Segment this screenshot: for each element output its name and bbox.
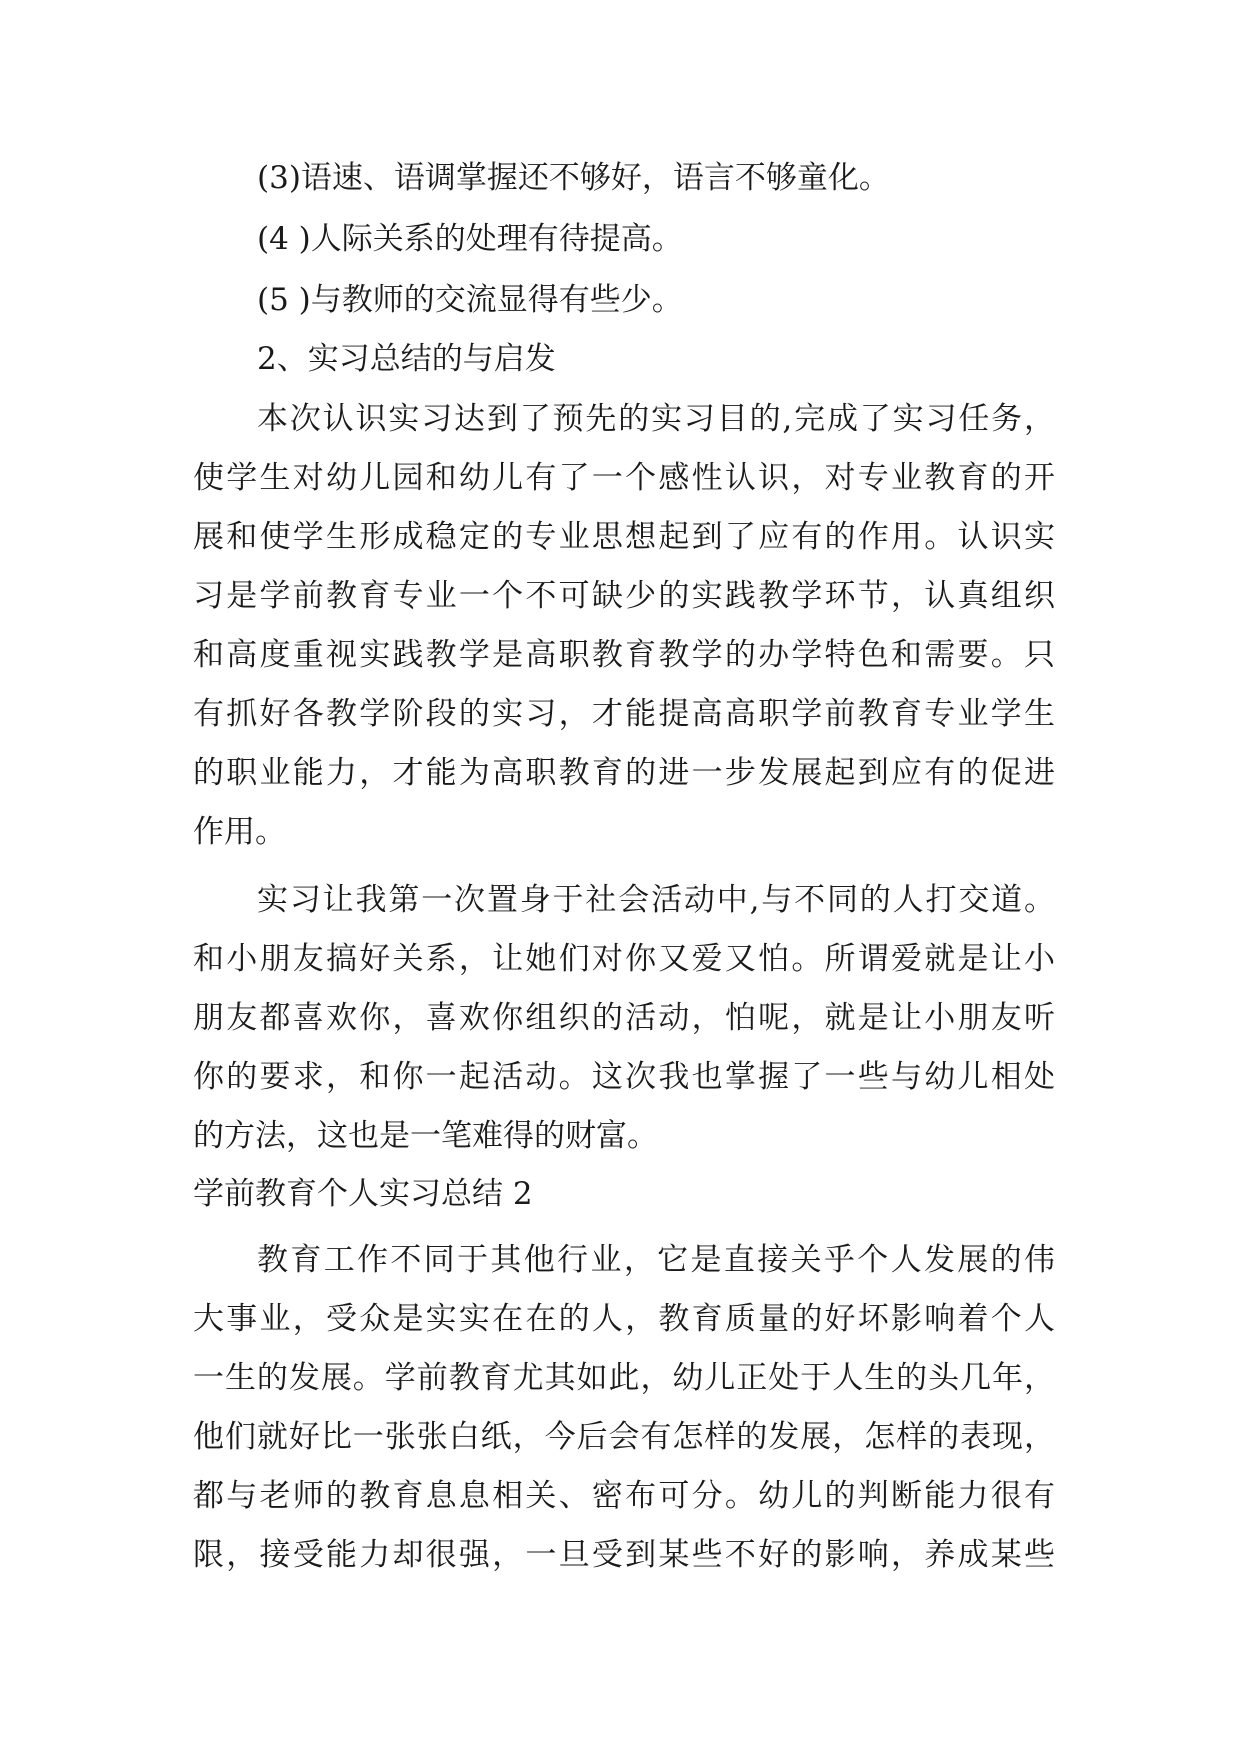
paragraph-line (0, 1049, 1241, 1105)
paragraph-text: 的职业能力，才能为高职教育的进一步发展起到应有的促进 (193, 755, 1055, 791)
paragraph-text: 使学生对幼儿园和幼儿有了一个感性认识，对专业教育的开 (193, 460, 1055, 496)
paragraph-text: 实习让我第一次置身于社会活动中,与不同的人打交道。 (257, 882, 1055, 918)
paragraph-text: 和小朋友搞好关系，让她们对你又爱又怕。所谓爱就是让小 (193, 941, 1055, 977)
paragraph-text: 本次认识实习达到了预先的实习目的,完成了实习任务， (257, 401, 1055, 437)
paragraph-line (0, 1527, 1241, 1583)
paragraph-line (0, 509, 1241, 565)
paragraph-text: 限，接受能力却很强，一旦受到某些不好的影响，养成某些 (193, 1537, 1055, 1573)
paragraph-line (0, 1108, 1241, 1164)
list-item-text: (5 )与教师的交流显得有些少。 (257, 282, 683, 318)
paragraph-text: 大事业，受众是实实在在的人，教育质量的好坏影响着个人 (193, 1301, 1055, 1337)
paragraph-text: 都与老师的教育息息相关、密布可分。幼儿的判断能力很有 (193, 1478, 1055, 1514)
section-title (0, 1166, 1241, 1222)
paragraph-line (0, 391, 1241, 447)
paragraph-text: 展和使学生形成稳定的专业思想起到了应有的作用。认识实 (193, 519, 1055, 555)
paragraph-text: 的方法，这也是一笔难得的财富。 (193, 1118, 658, 1154)
paragraph-text: 他们就好比一张张白纸，今后会有怎样的发展，怎样的表现， (193, 1419, 1055, 1455)
paragraph-text: 你的要求，和你一起活动。这次我也掌握了一些与幼儿相处 (193, 1059, 1055, 1095)
paragraph-text: 有抓好各教学阶段的实习，才能提高高职学前教育专业学生 (193, 696, 1055, 732)
paragraph-line (0, 872, 1241, 928)
subheading-text: 2、实习总结的与启发 (257, 341, 556, 377)
paragraph-line (0, 1468, 1241, 1524)
paragraph-line (0, 1232, 1241, 1288)
paragraph-text: 教育工作不同于其他行业，它是直接关乎个人发展的伟 (257, 1242, 1055, 1278)
paragraph-text: 朋友都喜欢你，喜欢你组织的活动，怕呢，就是让小朋友听 (193, 1000, 1055, 1036)
paragraph-line (0, 568, 1241, 624)
paragraph-line (0, 745, 1241, 801)
paragraph-line (0, 686, 1241, 742)
paragraph-line (0, 627, 1241, 683)
list-item-text: (3)语速、语调掌握还不够好，语言不够童化。 (257, 160, 890, 196)
paragraph-line (0, 1291, 1241, 1347)
paragraph-text: 作用。 (193, 814, 286, 850)
paragraph-line (0, 804, 1241, 860)
list-item (0, 272, 1241, 328)
paragraph-line (0, 931, 1241, 987)
list-item (0, 211, 1241, 267)
list-item-text: (4 )人际关系的处理有待提高。 (257, 221, 683, 257)
paragraph-line (0, 1409, 1241, 1465)
section-title-text: 学前教育个人实习总结 2 (193, 1176, 533, 1212)
paragraph-line (0, 1350, 1241, 1406)
paragraph-line (0, 450, 1241, 506)
paragraph-line (0, 990, 1241, 1046)
paragraph-text: 习是学前教育专业一个不可缺少的实践教学环节，认真组织 (193, 578, 1055, 614)
list-item (0, 150, 1241, 206)
paragraph-text: 和高度重视实践教学是高职教育教学的办学特色和需要。只 (193, 637, 1055, 673)
paragraph-text: 一生的发展。学前教育尤其如此，幼儿正处于人生的头几年， (193, 1360, 1055, 1396)
subheading (0, 331, 1241, 387)
